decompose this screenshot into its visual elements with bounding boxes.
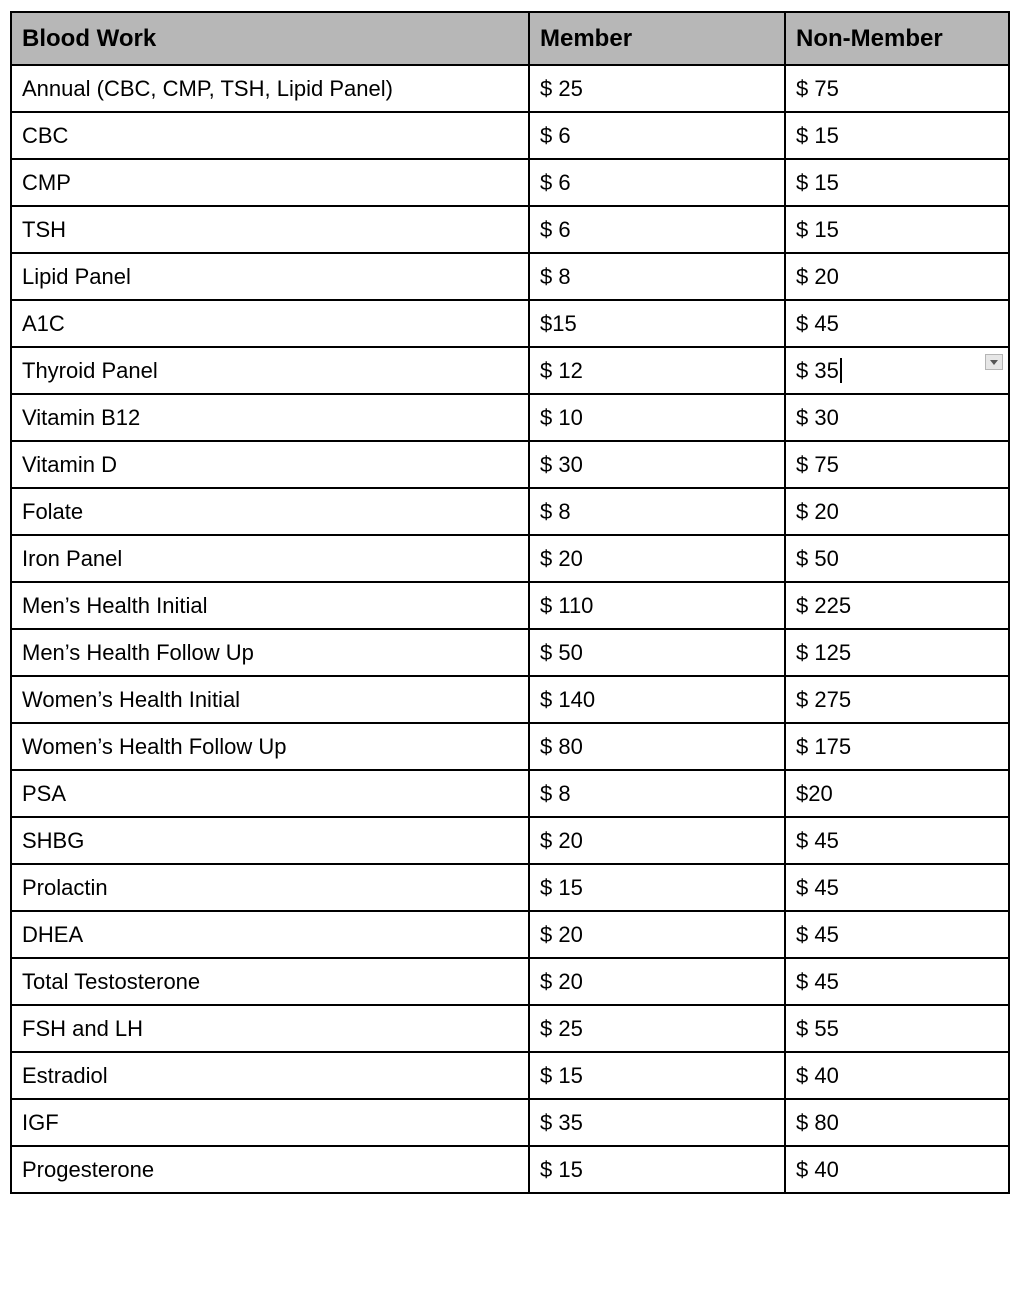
cell-text: DHEA: [22, 921, 84, 947]
cell-text: Men’s Health Follow Up: [22, 639, 254, 665]
table-row: [11, 535, 1009, 582]
cell-text: $ 40: [796, 1156, 839, 1182]
cell-member-price[interactable]: [529, 206, 785, 253]
cell-non-member-price[interactable]: [785, 112, 1009, 159]
table-row: [11, 347, 1009, 394]
cell-blood-work[interactable]: [11, 770, 529, 817]
cell-blood-work[interactable]: [11, 300, 529, 347]
table-row: [11, 629, 1009, 676]
cell-non-member-price[interactable]: [785, 817, 1009, 864]
cell-non-member-price[interactable]: [785, 394, 1009, 441]
table-row: [11, 1052, 1009, 1099]
cell-non-member-price[interactable]: [785, 253, 1009, 300]
cell-text: $ 45: [796, 310, 839, 336]
cell-member-price[interactable]: [529, 300, 785, 347]
cell-text: Iron Panel: [22, 545, 123, 571]
blood-work-price-table: [10, 11, 1010, 1194]
triangle-down-glyph: [990, 360, 998, 365]
cell-text: $ 6: [540, 216, 571, 242]
cell-text: $ 110: [540, 592, 594, 618]
cell-text: Lipid Panel: [22, 263, 131, 289]
cell-member-price[interactable]: [529, 159, 785, 206]
cell-non-member-price[interactable]: [785, 1146, 1009, 1193]
cell-member-price[interactable]: [529, 1005, 785, 1052]
cell-text: SHBG: [22, 827, 85, 853]
cell-non-member-price[interactable]: [785, 347, 1009, 394]
cell-blood-work[interactable]: [11, 958, 529, 1005]
cell-text: $ 125: [796, 639, 852, 665]
cell-blood-work[interactable]: [11, 65, 529, 112]
table-row: [11, 488, 1009, 535]
header-non-member[interactable]: Non-Member: [785, 12, 1009, 65]
cell-text: Total Testosterone: [22, 968, 201, 994]
table-row: [11, 1146, 1009, 1193]
cell-text: PSA: [22, 780, 67, 806]
cell-text: $ 20: [540, 968, 583, 994]
cell-text: $ 35: [796, 357, 839, 383]
cell-text: $ 40: [796, 1062, 839, 1088]
table-row: [11, 911, 1009, 958]
cell-member-price[interactable]: [529, 1146, 785, 1193]
cell-text: CBC: [22, 122, 69, 148]
cell-non-member-price[interactable]: [785, 864, 1009, 911]
cell-non-member-price[interactable]: [785, 441, 1009, 488]
cell-text: $ 20: [796, 263, 839, 289]
cell-text: $ 35: [540, 1109, 583, 1135]
cell-text: TSH: [22, 216, 66, 242]
cell-text: Thyroid Panel: [22, 357, 158, 383]
cell-blood-work[interactable]: [11, 535, 529, 582]
cell-text: Annual (CBC, CMP, TSH, Lipid Panel): [22, 75, 393, 101]
cell-text: $ 6: [540, 122, 571, 148]
table-row: [11, 676, 1009, 723]
table-body: [11, 65, 1009, 1193]
cell-non-member-price[interactable]: [785, 535, 1009, 582]
cell-text: $ 30: [540, 451, 583, 477]
cell-text: $ 20: [540, 827, 583, 853]
cell-member-price[interactable]: [529, 676, 785, 723]
table-row: [11, 723, 1009, 770]
cell-text: FSH and LH: [22, 1015, 144, 1041]
cell-text: $ 15: [540, 874, 583, 900]
cell-blood-work[interactable]: [11, 582, 529, 629]
cell-text: $ 45: [796, 968, 839, 994]
table-row: [11, 206, 1009, 253]
cell-text: $ 6: [540, 169, 571, 195]
cell-text: $ 75: [796, 451, 839, 477]
cell-member-price[interactable]: [529, 394, 785, 441]
cell-non-member-price[interactable]: [785, 206, 1009, 253]
cell-text: $ 15: [796, 169, 839, 195]
cell-text: $ 45: [796, 874, 839, 900]
table-row: [11, 817, 1009, 864]
cell-text: $ 140: [540, 686, 596, 712]
cell-member-price[interactable]: [529, 911, 785, 958]
cell-non-member-price[interactable]: [785, 1099, 1009, 1146]
cell-text: Folate: [22, 498, 84, 524]
cell-text: $ 45: [796, 921, 839, 947]
cell-non-member-price[interactable]: [785, 676, 1009, 723]
table-row: [11, 300, 1009, 347]
cell-member-price[interactable]: [529, 1052, 785, 1099]
header-member[interactable]: Member: [529, 12, 785, 65]
cell-text: $ 55: [796, 1015, 839, 1041]
cell-text: $ 50: [796, 545, 839, 571]
cell-blood-work[interactable]: [11, 1099, 529, 1146]
chevron-down-icon[interactable]: [985, 354, 1003, 370]
cell-text: $ 12: [540, 357, 583, 383]
cell-text: $ 8: [540, 780, 571, 806]
cell-text: $ 20: [796, 498, 839, 524]
table-row: [11, 864, 1009, 911]
cell-text: $ 15: [540, 1156, 583, 1182]
table-row: [11, 253, 1009, 300]
cell-text: $20: [796, 780, 833, 806]
cell-text: Vitamin B12: [22, 404, 141, 430]
cell-text: Women’s Health Initial: [22, 686, 241, 712]
cell-member-price[interactable]: [529, 488, 785, 535]
cell-member-price[interactable]: [529, 347, 785, 394]
cell-text: $ 50: [540, 639, 583, 665]
cell-text: $ 80: [540, 733, 583, 759]
cell-text: $ 8: [540, 263, 571, 289]
cell-non-member-price[interactable]: [785, 770, 1009, 817]
cell-blood-work[interactable]: [11, 864, 529, 911]
table-row: [11, 394, 1009, 441]
cell-text: $ 15: [796, 122, 839, 148]
cell-text: $ 45: [796, 827, 839, 853]
cell-blood-work[interactable]: [11, 441, 529, 488]
cell-text: Progesterone: [22, 1156, 155, 1182]
cell-blood-work[interactable]: [11, 1052, 529, 1099]
cell-non-member-price[interactable]: [785, 1005, 1009, 1052]
cell-member-price[interactable]: [529, 582, 785, 629]
cell-text: $ 30: [796, 404, 839, 430]
cell-non-member-price[interactable]: [785, 300, 1009, 347]
cell-text: $ 8: [540, 498, 571, 524]
cell-text: Men’s Health Initial: [22, 592, 208, 618]
cell-non-member-price[interactable]: [785, 159, 1009, 206]
cell-non-member-price[interactable]: [785, 958, 1009, 1005]
cell-text: $ 15: [540, 1062, 583, 1088]
cell-non-member-price[interactable]: [785, 723, 1009, 770]
table-row: [11, 958, 1009, 1005]
cell-non-member-price[interactable]: [785, 65, 1009, 112]
table-row: [11, 770, 1009, 817]
cell-blood-work[interactable]: [11, 394, 529, 441]
cell-blood-work[interactable]: [11, 629, 529, 676]
table-row: [11, 1099, 1009, 1146]
cell-text: $ 225: [796, 592, 852, 618]
cell-blood-work[interactable]: [11, 159, 529, 206]
cell-non-member-price[interactable]: [785, 629, 1009, 676]
cell-text: CMP: [22, 169, 71, 195]
table-row: [11, 159, 1009, 206]
table-row: [11, 1005, 1009, 1052]
cell-text: $ 75: [796, 75, 839, 101]
cell-text: Women’s Health Follow Up: [22, 733, 287, 759]
cell-text: $ 25: [540, 1015, 583, 1041]
cell-member-price[interactable]: [529, 253, 785, 300]
cell-blood-work[interactable]: [11, 817, 529, 864]
cell-blood-work[interactable]: [11, 676, 529, 723]
cell-non-member-price[interactable]: [785, 911, 1009, 958]
cell-text: $ 20: [540, 545, 583, 571]
cell-member-price[interactable]: [529, 864, 785, 911]
cell-text: $ 80: [796, 1109, 839, 1135]
cell-blood-work[interactable]: [11, 723, 529, 770]
cell-member-price[interactable]: [529, 112, 785, 159]
table-row: [11, 112, 1009, 159]
header-blood-work[interactable]: Blood Work: [11, 12, 529, 65]
cell-blood-work[interactable]: [11, 206, 529, 253]
table-row: [11, 441, 1009, 488]
cell-text: A1C: [22, 310, 65, 336]
cell-text: IGF: [22, 1109, 59, 1135]
table-row: [11, 582, 1009, 629]
cell-text: $ 275: [796, 686, 852, 712]
cell-member-price[interactable]: [529, 1099, 785, 1146]
cell-member-price[interactable]: [529, 958, 785, 1005]
cell-text: $ 25: [540, 75, 583, 101]
cell-text: $ 175: [796, 733, 852, 759]
cell-member-price[interactable]: [529, 441, 785, 488]
cell-member-price[interactable]: [529, 65, 785, 112]
cell-text: $ 15: [796, 216, 839, 242]
cell-blood-work[interactable]: [11, 1005, 529, 1052]
cell-text: $15: [540, 310, 577, 336]
text-cursor: [840, 358, 842, 383]
cell-member-price[interactable]: [529, 817, 785, 864]
cell-blood-work[interactable]: [11, 347, 529, 394]
cell-member-price[interactable]: [529, 629, 785, 676]
cell-member-price[interactable]: [529, 535, 785, 582]
cell-text: $ 20: [540, 921, 583, 947]
cell-text: Vitamin D: [22, 451, 117, 477]
cell-member-price[interactable]: [529, 723, 785, 770]
cell-non-member-price[interactable]: [785, 582, 1009, 629]
cell-text: Estradiol: [22, 1062, 108, 1088]
cell-text: Prolactin: [22, 874, 108, 900]
cell-text: $ 10: [540, 404, 583, 430]
cell-non-member-price[interactable]: [785, 488, 1009, 535]
cell-non-member-price[interactable]: [785, 1052, 1009, 1099]
cell-blood-work[interactable]: [11, 1146, 529, 1193]
header-row: [11, 12, 1009, 65]
cell-blood-work[interactable]: [11, 911, 529, 958]
cell-member-price[interactable]: [529, 770, 785, 817]
cell-blood-work[interactable]: [11, 488, 529, 535]
cell-blood-work[interactable]: [11, 112, 529, 159]
cell-blood-work[interactable]: [11, 253, 529, 300]
table-row: [11, 65, 1009, 112]
